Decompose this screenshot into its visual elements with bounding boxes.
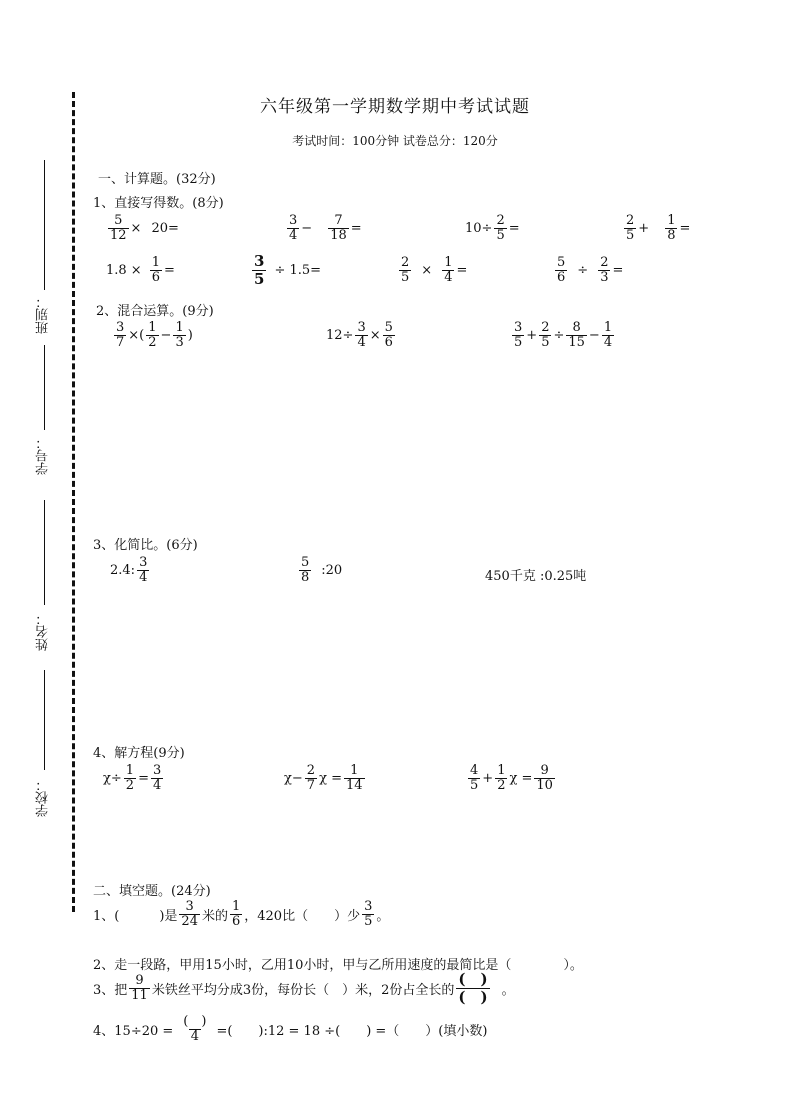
q3-expr-2: $\frac{5}{8}$ :20 bbox=[301, 555, 343, 585]
q1-item-5: 1.8 × $\frac{1}{6}$ = bbox=[106, 255, 175, 285]
q2-expr-1: $\frac{3}{7}$ ×( $\frac{1}{2}$ − $\frac{1}{3}$ ) bbox=[116, 320, 193, 350]
q4-expr-1: χ÷ $\frac{1}{2}$ = $\frac{3}{4}$ bbox=[103, 763, 162, 793]
class-label: 班别： bbox=[36, 295, 51, 334]
fraction: $\frac{9}{11}$ bbox=[131, 973, 148, 1003]
fraction: $\frac{1}{4}$ bbox=[603, 320, 613, 350]
blank-fraction: $\frac{( )}{( )}$ bbox=[458, 970, 488, 1006]
fraction: $\frac{1}{2}$ bbox=[125, 763, 135, 793]
fraction: $\frac{1}{4}$ bbox=[444, 255, 453, 285]
fraction: $\frac{3}{7}$ bbox=[116, 320, 125, 350]
q2-expr-3: $\frac{3}{5}$ + $\frac{2}{5}$ ÷ $\frac{8}{15}$ − $\frac{1}{4}$ bbox=[514, 320, 613, 350]
fraction: $\frac{1}{2}$ bbox=[497, 763, 506, 793]
fraction: $\frac{4}{5}$ bbox=[470, 763, 479, 793]
fraction: $\frac{5}{12}$ bbox=[110, 213, 127, 243]
fraction: $\frac{2}{3}$ bbox=[600, 255, 609, 285]
q1-heading: 1、直接写得数。(8分) bbox=[93, 196, 224, 211]
q1-item-6: $\frac{3}{5}$ ÷ 1.5= bbox=[254, 252, 322, 288]
fraction: $\frac{8}{15}$ bbox=[568, 320, 585, 350]
name-label: 姓名： bbox=[36, 612, 51, 651]
section1-heading: 一、计算题。(32分) bbox=[98, 172, 216, 187]
fraction: $\frac{3}{4}$ bbox=[289, 213, 298, 243]
class-blank-line bbox=[44, 160, 45, 290]
q1-item-1: $\frac{5}{12}$ × 20= bbox=[110, 213, 179, 243]
fraction: $\frac{1}{6}$ bbox=[151, 255, 160, 285]
school-label: 学校： bbox=[36, 778, 51, 817]
q1-item-2: $\frac{3}{4}$ − $\frac{7}{18}$ = bbox=[289, 213, 362, 243]
name-blank-line bbox=[44, 500, 45, 605]
fraction: $\frac{5}{6}$ bbox=[384, 320, 393, 350]
fraction: $\frac{2}{5}$ bbox=[626, 213, 635, 243]
q3-expr-1: 2.4: $\frac{3}{4}$ bbox=[110, 555, 148, 585]
number-blank-line bbox=[44, 345, 45, 430]
page-subtitle: 考试时间：100分钟 试卷总分：120分 bbox=[292, 134, 498, 148]
fill-q1: 1、( )是 $\frac{3}{24}$ 米的 $\frac{1}{6}$ ，420比（ ）少 $\frac{3}{5}$ 。 bbox=[93, 899, 390, 929]
fraction: $\frac{3}{4}$ bbox=[139, 555, 148, 585]
school-blank-line bbox=[44, 670, 45, 770]
fraction: $\frac{1}{6}$ bbox=[231, 899, 241, 929]
fraction: $\frac{9}{10}$ bbox=[536, 763, 553, 793]
fraction: $\frac{1}{8}$ bbox=[667, 213, 676, 243]
fraction: $\frac{2}{5}$ bbox=[496, 213, 505, 243]
q1-item-7: $\frac{2}{5}$ × $\frac{1}{4}$ = bbox=[401, 255, 468, 285]
fraction: $\frac{2}{7}$ bbox=[306, 763, 316, 793]
q4-expr-3: $\frac{4}{5}$ + $\frac{1}{2}$ χ = $\frac{9}{10}$ bbox=[470, 763, 553, 793]
q2-heading: 2、混合运算。(9分) bbox=[96, 304, 214, 319]
binding-dashed-line bbox=[72, 92, 75, 912]
page-title: 六年级第一学期数学期中考试试题 bbox=[260, 97, 530, 117]
q2-expr-2: 12÷ $\frac{3}{4}$ × $\frac{5}{6}$ bbox=[326, 320, 393, 350]
section2-heading: 二、填空题。(24分) bbox=[93, 884, 211, 899]
q3-heading: 3、化简比。(6分) bbox=[93, 538, 198, 553]
blank-fraction: $\frac{( )}{4}$ bbox=[183, 1014, 207, 1044]
fraction: $\frac{1}{2}$ bbox=[148, 320, 157, 350]
fraction: $\frac{3}{5}$ bbox=[514, 320, 523, 350]
fraction: $\frac{1}{14}$ bbox=[345, 763, 363, 793]
q1-item-8: $\frac{5}{6}$ ÷ $\frac{2}{3}$ = bbox=[557, 255, 624, 285]
q1-item-4: $\frac{2}{5}$ + $\frac{1}{8}$ = bbox=[626, 213, 691, 243]
fraction: $\frac{3}{5}$ bbox=[364, 899, 373, 929]
q4-heading: 4、解方程(9分) bbox=[93, 746, 185, 761]
q1-item-3: 10÷ $\frac{2}{5}$ = bbox=[465, 213, 520, 243]
number-label: 学号： bbox=[36, 436, 51, 475]
q4-expr-2: χ− $\frac{2}{7}$ χ = $\frac{1}{14}$ bbox=[284, 763, 363, 793]
fraction: $\frac{3}{24}$ bbox=[181, 899, 198, 929]
fraction: $\frac{3}{4}$ bbox=[152, 763, 162, 793]
fill-q4: 4、15÷20 = $\frac{( )}{4}$ =( ):12 = 18 ÷( ) =（ ）(填小数) bbox=[93, 1014, 488, 1044]
fraction: $\frac{5}{8}$ bbox=[301, 555, 310, 585]
fraction: $\frac{1}{3}$ bbox=[175, 320, 184, 350]
fraction: $\frac{3}{4}$ bbox=[357, 320, 366, 350]
fraction: $\frac{5}{6}$ bbox=[557, 255, 566, 285]
fraction: $\frac{3}{5}$ bbox=[254, 252, 265, 288]
fraction: $\frac{2}{5}$ bbox=[401, 255, 410, 285]
q3-expr-3: 450千克 :0.25吨 bbox=[485, 569, 587, 584]
fill-q3: 3、把 $\frac{9}{11}$ 米铁丝平均分成3份，每份长（ ）米，2份占全长的 $\frac{( )}{( )}$ 。 bbox=[93, 970, 515, 1006]
fill-q2: 2、走一段路，甲用15小时，乙用10小时，甲与乙所用速度的最简比是（ ）。 bbox=[93, 958, 583, 973]
fraction: $\frac{7}{18}$ bbox=[330, 213, 347, 243]
fraction: $\frac{2}{5}$ bbox=[541, 320, 550, 350]
